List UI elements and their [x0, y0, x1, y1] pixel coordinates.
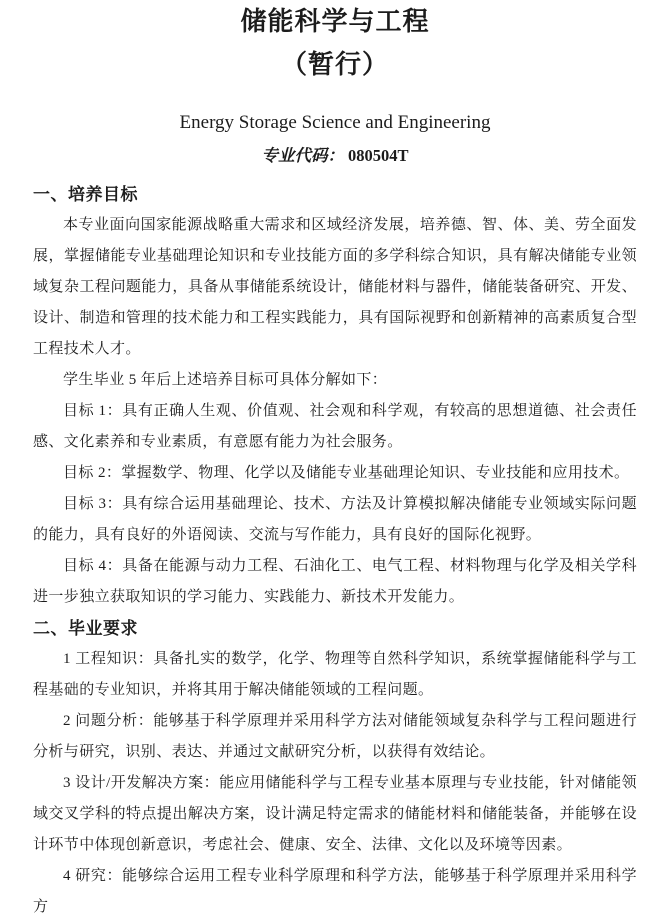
paragraph-goal-3: 目标 3：具有综合运用基础理论、技术、方法及计算模拟解决储能专业领域实际问题的能力，具有良好的外语阅读、交流与写作能力，具有良好的国际化视野。	[33, 496, 637, 543]
major-code-value: 080504T	[347, 146, 409, 165]
paragraph-requirement-3-design-solutions: 3 设计/开发解决方案：能应用储能科学与工程专业基本原理与专业技能，针对储能领域交叉学科的特点提出解决方案，设计满足特定需求的储能材料和储能装备，并能够在设计环节中体现创新意识，考虑社会、健康、安全、法律、文化以及环境等因素。	[33, 775, 637, 853]
section-heading-training-objectives: 一、培养目标	[33, 185, 138, 204]
paragraph-objectives-overview: 本专业面向国家能源战略重大需求和区域经济发展，培养德、智、体、美、劳全面发展，掌握储能专业基础理论知识和专业技能方面的多学科综合知识，具有解决储能专业领域复杂工程问题能力，具备从事储能系统设计，储能材料与器件，储能装备研究、开发、设计、制造和管理的技术能力和工程实践能力，具有国际视野和创新精神的高素质复合型工程技术人才。	[33, 217, 637, 357]
document-title: 储能科学与工程	[240, 6, 430, 36]
document-title-english: Energy Storage Science and Engineering	[179, 112, 491, 133]
major-code-label: 专业代码：	[261, 146, 344, 165]
paragraph-goal-2: 目标 2：掌握数学、物理、化学以及储能专业基础理论知识、专业技能和应用技术。	[63, 465, 630, 481]
document-subtitle: （暂行）	[280, 49, 389, 79]
paragraph-requirement-2-problem-analysis: 2 问题分析：能够基于科学原理并采用科学方法对储能领域复杂科学与工程问题进行分析与研究，识别、表达、并通过文献研究分析，以获得有效结论。	[33, 713, 637, 760]
paragraph-requirement-1-engineering-knowledge: 1 工程知识：具备扎实的数学，化学、物理等自然科学知识，系统掌握储能科学与工程基础的专业知识，并将其用于解决储能领域的工程问题。	[33, 651, 637, 698]
major-code-line	[33, 145, 637, 167]
paragraph-goal-4: 目标 4：具备在能源与动力工程、石油化工、电气工程、材料物理与化学及相关学科进一步独立获取知识的学习能力、实践能力、新技术开发能力。	[33, 558, 637, 605]
paragraph-objectives-leadin: 学生毕业 5 年后上述培养目标可具体分解如下：	[63, 372, 388, 388]
paragraph-requirement-4-research: 4 研究：能够综合运用工程专业科学原理和科学方法，能够基于科学原理并采用科学方	[33, 868, 637, 915]
paragraph-goal-1: 目标 1：具有正确人生观、价值观、社会观和科学观，有较高的思想道德、社会责任感、文化素养和专业素质，有意愿有能力为社会服务。	[33, 403, 637, 450]
document-page	[0, 5, 652, 915]
section-heading-graduation-requirements: 二、毕业要求	[33, 619, 138, 638]
